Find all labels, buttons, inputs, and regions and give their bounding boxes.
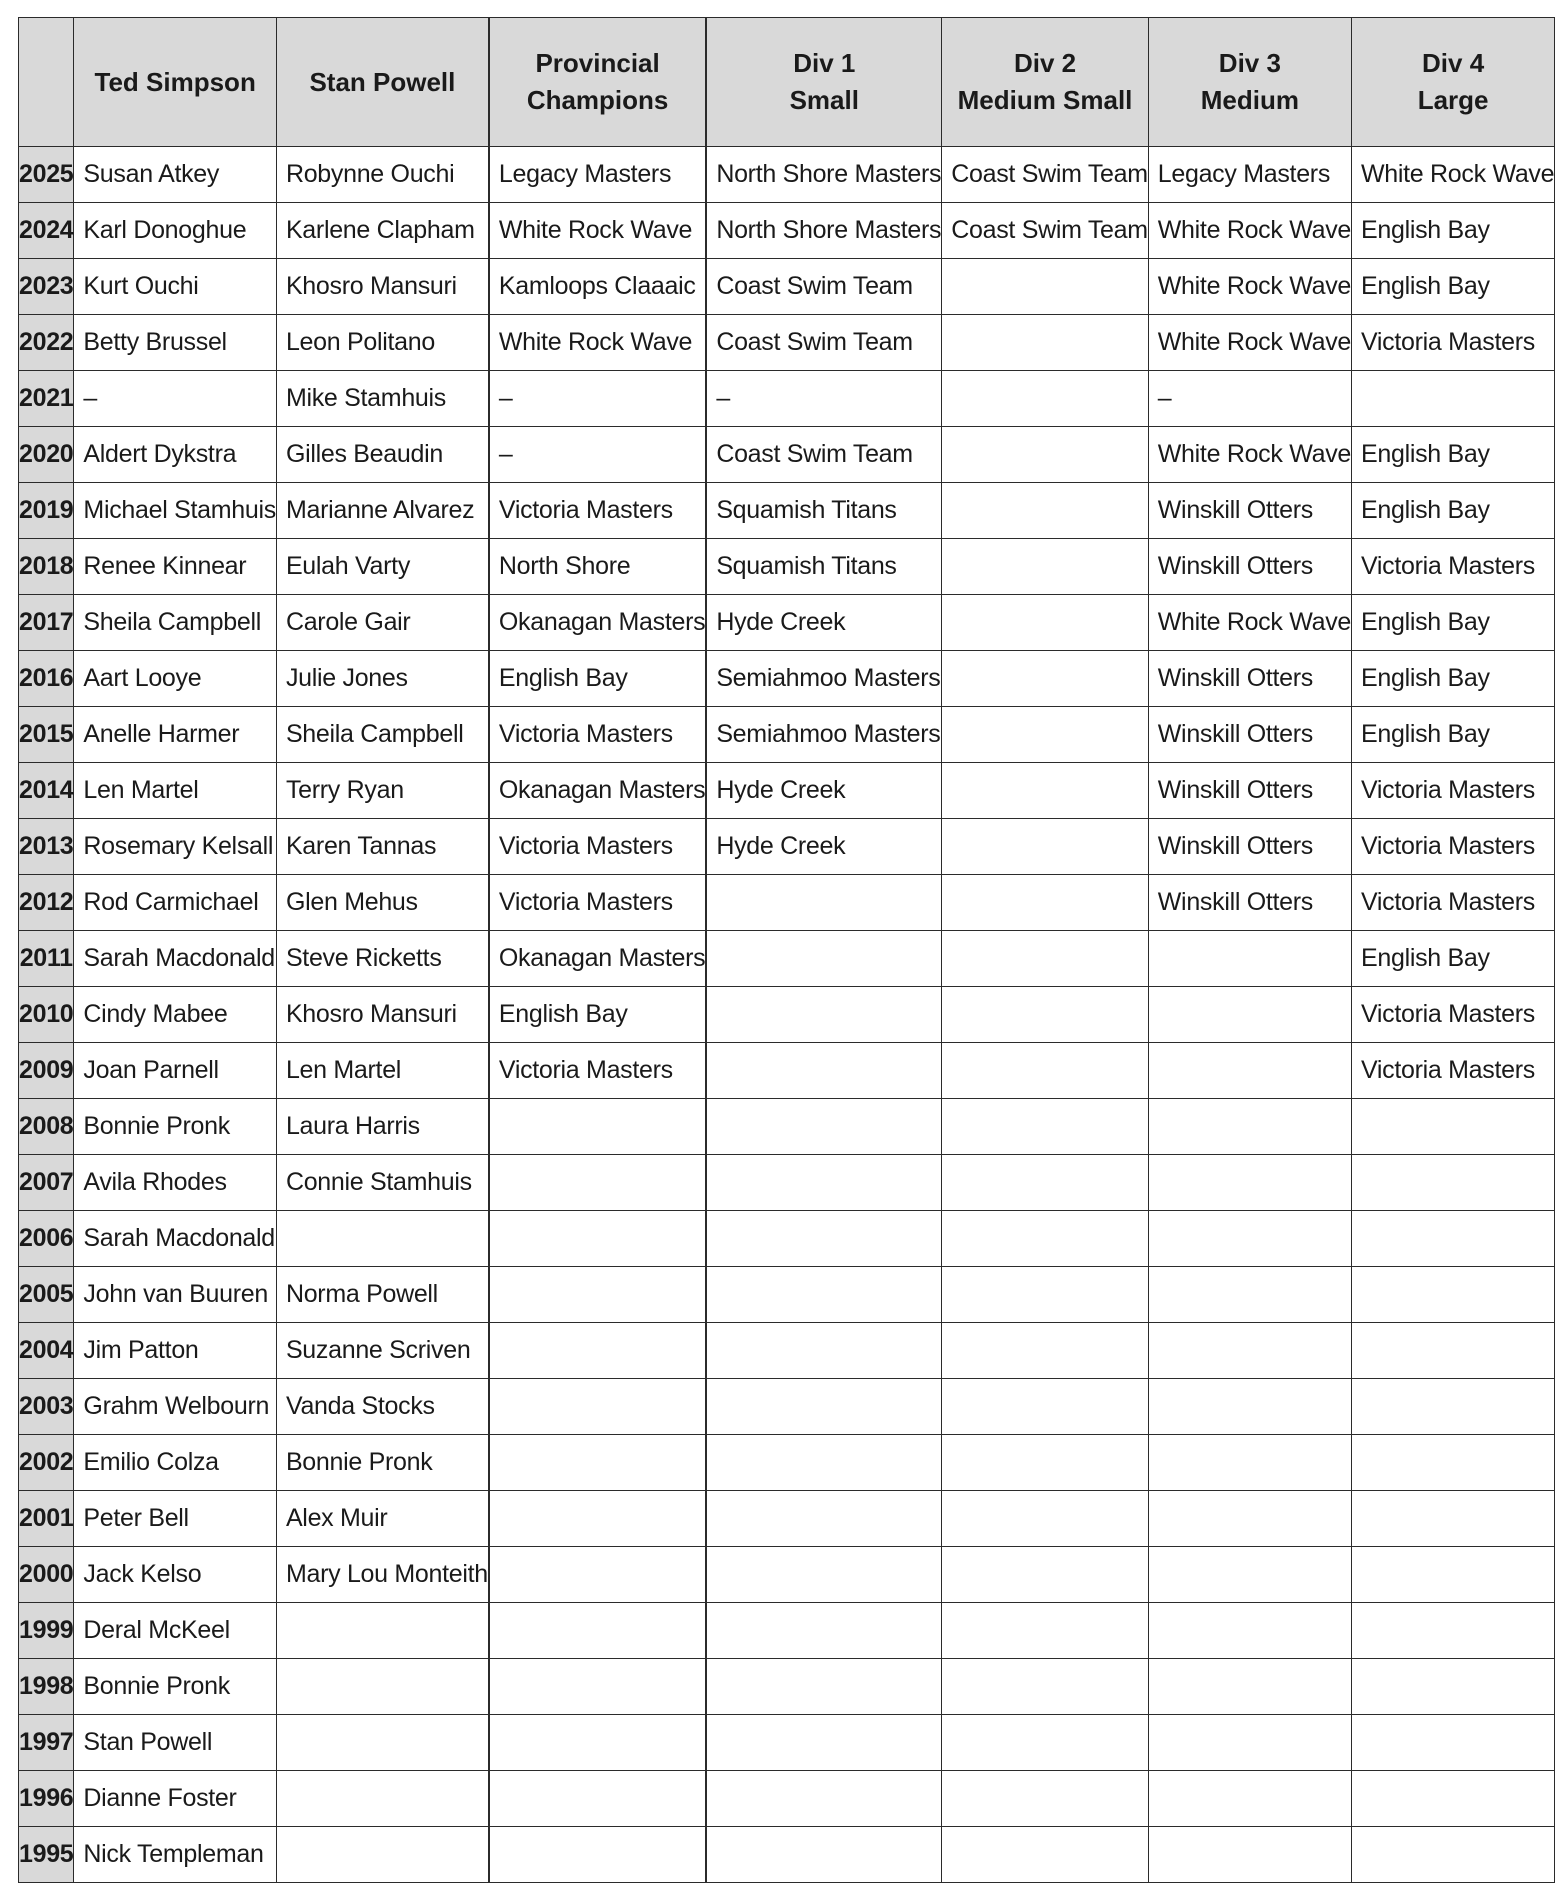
header-div4-large: Div 4 Large <box>1352 18 1555 147</box>
cell-provincial-champions: Victoria Masters <box>489 483 705 539</box>
cell-div1-small <box>707 1603 942 1659</box>
cell-ted-simpson: John van Buuren <box>74 1267 277 1323</box>
cell-ted-simpson: Sheila Campbell <box>74 595 277 651</box>
cell-ted-simpson: Rod Carmichael <box>74 875 277 931</box>
table-row <box>19 315 1555 371</box>
cell-year: 2017 <box>19 595 74 651</box>
cell-div4-large <box>1352 1379 1555 1435</box>
table-row <box>19 595 1555 651</box>
cell-div2-medium-small <box>942 651 1149 707</box>
cell-div4-large: English Bay <box>1352 483 1555 539</box>
cell-ted-simpson: Deral McKeel <box>74 1603 277 1659</box>
header-ted-simpson: Ted Simpson <box>74 18 277 147</box>
cell-div2-medium-small <box>942 483 1149 539</box>
cell-year: 1996 <box>19 1771 74 1827</box>
cell-stan-powell: Mary Lou Monteith <box>276 1547 488 1603</box>
cell-provincial-champions <box>489 1771 705 1827</box>
cell-ted-simpson: Kurt Ouchi <box>74 259 277 315</box>
cell-div1-small: Coast Swim Team <box>707 259 942 315</box>
cell-stan-powell: Laura Harris <box>276 1099 488 1155</box>
cell-div4-large <box>1352 1211 1555 1267</box>
cell-div1-small: Semiahmoo Masters <box>707 707 942 763</box>
cell-stan-powell: Karlene Clapham <box>276 203 488 259</box>
cell-ted-simpson: Michael Stamhuis <box>74 483 277 539</box>
table-row <box>19 987 1555 1043</box>
table-row <box>19 1043 1555 1099</box>
cell-div1-small <box>707 1827 942 1883</box>
table-row <box>19 203 1555 259</box>
cell-provincial-champions <box>489 1659 705 1715</box>
cell-div3-medium: White Rock Wave <box>1148 315 1351 371</box>
cell-div3-medium: Winskill Otters <box>1148 819 1351 875</box>
cell-ted-simpson: Joan Parnell <box>74 1043 277 1099</box>
cell-div3-medium <box>1148 1435 1351 1491</box>
cell-provincial-champions: Kamloops Claaaic <box>489 259 705 315</box>
cell-div2-medium-small <box>942 1323 1149 1379</box>
cell-div4-large <box>1352 1715 1555 1771</box>
cell-provincial-champions: – <box>489 427 705 483</box>
cell-stan-powell: Gilles Beaudin <box>276 427 488 483</box>
cell-ted-simpson: Sarah Macdonald <box>74 931 277 987</box>
table-row <box>19 1715 1555 1771</box>
cell-provincial-champions: English Bay <box>489 987 705 1043</box>
cell-provincial-champions <box>489 1491 705 1547</box>
cell-ted-simpson: Karl Donoghue <box>74 203 277 259</box>
cell-year: 1998 <box>19 1659 74 1715</box>
cell-div1-small <box>707 1323 942 1379</box>
table-row <box>19 1435 1555 1491</box>
table-row <box>19 1827 1555 1883</box>
cell-provincial-champions <box>489 1099 705 1155</box>
cell-div2-medium-small <box>942 371 1149 427</box>
cell-ted-simpson: Aldert Dykstra <box>74 427 277 483</box>
cell-div1-small: Hyde Creek <box>707 819 942 875</box>
cell-ted-simpson: Renee Kinnear <box>74 539 277 595</box>
cell-provincial-champions <box>489 1435 705 1491</box>
cell-div1-small <box>707 1435 942 1491</box>
cell-div1-small <box>707 1771 942 1827</box>
cell-stan-powell: Connie Stamhuis <box>276 1155 488 1211</box>
cell-provincial-champions: Victoria Masters <box>489 875 705 931</box>
cell-ted-simpson: Bonnie Pronk <box>74 1659 277 1715</box>
cell-stan-powell <box>276 1771 488 1827</box>
cell-ted-simpson: Avila Rhodes <box>74 1155 277 1211</box>
cell-stan-powell: Robynne Ouchi <box>276 147 488 203</box>
cell-ted-simpson: Cindy Mabee <box>74 987 277 1043</box>
header-div3-medium: Div 3 Medium <box>1148 18 1351 147</box>
cell-stan-powell: Khosro Mansuri <box>276 259 488 315</box>
cell-div1-small: Semiahmoo Masters <box>707 651 942 707</box>
cell-year: 2023 <box>19 259 74 315</box>
header-stan-powell: Stan Powell <box>276 18 488 147</box>
cell-div4-large: English Bay <box>1352 651 1555 707</box>
cell-year: 2018 <box>19 539 74 595</box>
cell-provincial-champions: North Shore <box>489 539 705 595</box>
cell-ted-simpson: Bonnie Pronk <box>74 1099 277 1155</box>
table-row <box>19 539 1555 595</box>
cell-div2-medium-small <box>942 1715 1149 1771</box>
cell-div2-medium-small <box>942 819 1149 875</box>
cell-year: 2010 <box>19 987 74 1043</box>
cell-div1-small: Hyde Creek <box>707 595 942 651</box>
table-row <box>19 1267 1555 1323</box>
cell-div2-medium-small <box>942 875 1149 931</box>
cell-div2-medium-small <box>942 1827 1149 1883</box>
cell-div2-medium-small <box>942 1379 1149 1435</box>
cell-div2-medium-small <box>942 931 1149 987</box>
cell-div2-medium-small <box>942 539 1149 595</box>
cell-year: 2004 <box>19 1323 74 1379</box>
awards-history-table <box>18 17 1555 1883</box>
cell-div4-large: English Bay <box>1352 931 1555 987</box>
cell-year: 2013 <box>19 819 74 875</box>
cell-year: 2019 <box>19 483 74 539</box>
table-row <box>19 1659 1555 1715</box>
header-div1-small: Div 1 Small <box>707 18 942 147</box>
cell-stan-powell: Vanda Stocks <box>276 1379 488 1435</box>
cell-stan-powell: Julie Jones <box>276 651 488 707</box>
table-row <box>19 1211 1555 1267</box>
table-row <box>19 763 1555 819</box>
cell-div1-small: Squamish Titans <box>707 483 942 539</box>
table-row <box>19 259 1555 315</box>
cell-year: 2003 <box>19 1379 74 1435</box>
cell-ted-simpson: Susan Atkey <box>74 147 277 203</box>
cell-div2-medium-small <box>942 1771 1149 1827</box>
cell-stan-powell: Sheila Campbell <box>276 707 488 763</box>
cell-provincial-champions <box>489 1827 705 1883</box>
cell-year: 2008 <box>19 1099 74 1155</box>
cell-div1-small <box>707 987 942 1043</box>
cell-div2-medium-small <box>942 315 1149 371</box>
cell-div3-medium <box>1148 1547 1351 1603</box>
cell-div3-medium <box>1148 1715 1351 1771</box>
cell-ted-simpson: Emilio Colza <box>74 1435 277 1491</box>
cell-div2-medium-small <box>942 1043 1149 1099</box>
cell-stan-powell: Glen Mehus <box>276 875 488 931</box>
cell-year: 2011 <box>19 931 74 987</box>
cell-provincial-champions: English Bay <box>489 651 705 707</box>
cell-provincial-champions <box>489 1547 705 1603</box>
cell-div3-medium: Winskill Otters <box>1148 875 1351 931</box>
cell-div3-medium <box>1148 931 1351 987</box>
cell-div4-large: Victoria Masters <box>1352 1043 1555 1099</box>
cell-div2-medium-small <box>942 1547 1149 1603</box>
cell-div4-large <box>1352 1827 1555 1883</box>
table-row <box>19 819 1555 875</box>
table-row <box>19 1379 1555 1435</box>
table-row <box>19 875 1555 931</box>
cell-stan-powell: Khosro Mansuri <box>276 987 488 1043</box>
cell-year: 1995 <box>19 1827 74 1883</box>
cell-div3-medium <box>1148 1267 1351 1323</box>
cell-div1-small <box>707 1099 942 1155</box>
cell-div4-large <box>1352 1099 1555 1155</box>
cell-div3-medium <box>1148 987 1351 1043</box>
cell-div3-medium: Winskill Otters <box>1148 539 1351 595</box>
cell-div2-medium-small <box>942 1267 1149 1323</box>
cell-div3-medium <box>1148 1659 1351 1715</box>
cell-div3-medium <box>1148 1491 1351 1547</box>
cell-stan-powell <box>276 1827 488 1883</box>
cell-div4-large: English Bay <box>1352 707 1555 763</box>
cell-year: 1997 <box>19 1715 74 1771</box>
header-year <box>19 18 74 147</box>
cell-stan-powell: Len Martel <box>276 1043 488 1099</box>
cell-div1-small <box>707 1267 942 1323</box>
cell-div1-small: – <box>707 371 942 427</box>
cell-div1-small: Squamish Titans <box>707 539 942 595</box>
cell-div4-large: English Bay <box>1352 259 1555 315</box>
cell-div1-small <box>707 1211 942 1267</box>
cell-div4-large <box>1352 1491 1555 1547</box>
header-div2-medium-small: Div 2 Medium Small <box>942 18 1149 147</box>
cell-div3-medium <box>1148 1043 1351 1099</box>
cell-div3-medium <box>1148 1099 1351 1155</box>
cell-div1-small <box>707 931 942 987</box>
cell-div2-medium-small <box>942 1491 1149 1547</box>
table-row <box>19 707 1555 763</box>
cell-provincial-champions <box>489 1603 705 1659</box>
cell-div2-medium-small: Coast Swim Team <box>942 147 1149 203</box>
cell-div2-medium-small <box>942 1435 1149 1491</box>
cell-provincial-champions: – <box>489 371 705 427</box>
cell-stan-powell <box>276 1211 488 1267</box>
cell-div3-medium <box>1148 1379 1351 1435</box>
cell-div4-large: English Bay <box>1352 427 1555 483</box>
cell-div1-small: North Shore Masters <box>707 147 942 203</box>
cell-div4-large <box>1352 1603 1555 1659</box>
cell-div4-large: Victoria Masters <box>1352 315 1555 371</box>
cell-ted-simpson: Len Martel <box>74 763 277 819</box>
table-row <box>19 483 1555 539</box>
cell-provincial-champions: Okanagan Masters <box>489 763 705 819</box>
cell-ted-simpson: Jim Patton <box>74 1323 277 1379</box>
cell-stan-powell: Steve Ricketts <box>276 931 488 987</box>
cell-provincial-champions <box>489 1323 705 1379</box>
table-row <box>19 427 1555 483</box>
cell-div2-medium-small <box>942 1211 1149 1267</box>
cell-div4-large <box>1352 1435 1555 1491</box>
cell-div4-large: White Rock Wave <box>1352 147 1555 203</box>
cell-div3-medium: White Rock Wave <box>1148 427 1351 483</box>
cell-year: 2015 <box>19 707 74 763</box>
cell-div4-large: Victoria Masters <box>1352 539 1555 595</box>
cell-ted-simpson: – <box>74 371 277 427</box>
cell-div4-large: Victoria Masters <box>1352 987 1555 1043</box>
table-row <box>19 1547 1555 1603</box>
cell-div4-large <box>1352 1547 1555 1603</box>
cell-year: 2025 <box>19 147 74 203</box>
cell-year: 2009 <box>19 1043 74 1099</box>
cell-year: 2024 <box>19 203 74 259</box>
table-row <box>19 1323 1555 1379</box>
cell-year: 2002 <box>19 1435 74 1491</box>
cell-div3-medium: Winskill Otters <box>1148 707 1351 763</box>
cell-div4-large <box>1352 1323 1555 1379</box>
table-body <box>19 147 1555 1883</box>
cell-stan-powell: Mike Stamhuis <box>276 371 488 427</box>
cell-ted-simpson: Peter Bell <box>74 1491 277 1547</box>
cell-year: 2020 <box>19 427 74 483</box>
cell-stan-powell <box>276 1603 488 1659</box>
cell-ted-simpson: Anelle Harmer <box>74 707 277 763</box>
cell-provincial-champions: Victoria Masters <box>489 819 705 875</box>
cell-div3-medium: Winskill Otters <box>1148 483 1351 539</box>
cell-year: 2012 <box>19 875 74 931</box>
table-row <box>19 651 1555 707</box>
cell-div3-medium: White Rock Wave <box>1148 203 1351 259</box>
cell-stan-powell: Alex Muir <box>276 1491 488 1547</box>
cell-div4-large: English Bay <box>1352 595 1555 651</box>
cell-div1-small <box>707 1043 942 1099</box>
cell-year: 1999 <box>19 1603 74 1659</box>
cell-div3-medium <box>1148 1827 1351 1883</box>
table-row <box>19 1771 1555 1827</box>
cell-provincial-champions <box>489 1211 705 1267</box>
cell-ted-simpson: Betty Brussel <box>74 315 277 371</box>
cell-provincial-champions: Okanagan Masters <box>489 931 705 987</box>
cell-div3-medium <box>1148 1155 1351 1211</box>
cell-provincial-champions <box>489 1155 705 1211</box>
cell-div2-medium-small <box>942 763 1149 819</box>
table-row <box>19 931 1555 987</box>
cell-div1-small: Coast Swim Team <box>707 315 942 371</box>
cell-provincial-champions: Victoria Masters <box>489 1043 705 1099</box>
cell-ted-simpson: Jack Kelso <box>74 1547 277 1603</box>
cell-year: 2005 <box>19 1267 74 1323</box>
cell-provincial-champions <box>489 1267 705 1323</box>
cell-provincial-champions: Legacy Masters <box>489 147 705 203</box>
header-row <box>19 18 1555 147</box>
cell-stan-powell: Terry Ryan <box>276 763 488 819</box>
cell-div2-medium-small <box>942 1659 1149 1715</box>
cell-year: 2007 <box>19 1155 74 1211</box>
cell-year: 2006 <box>19 1211 74 1267</box>
cell-div4-large: Victoria Masters <box>1352 763 1555 819</box>
cell-year: 2022 <box>19 315 74 371</box>
cell-stan-powell: Marianne Alvarez <box>276 483 488 539</box>
cell-year: 2016 <box>19 651 74 707</box>
cell-div3-medium <box>1148 1603 1351 1659</box>
cell-div4-large <box>1352 1771 1555 1827</box>
cell-div3-medium <box>1148 1771 1351 1827</box>
cell-stan-powell <box>276 1715 488 1771</box>
cell-provincial-champions <box>489 1379 705 1435</box>
cell-div2-medium-small <box>942 427 1149 483</box>
cell-div1-small <box>707 1715 942 1771</box>
cell-div1-small <box>707 1547 942 1603</box>
cell-div1-small: Hyde Creek <box>707 763 942 819</box>
cell-stan-powell <box>276 1659 488 1715</box>
cell-div4-large: English Bay <box>1352 203 1555 259</box>
cell-div4-large: Victoria Masters <box>1352 819 1555 875</box>
awards-table-container <box>18 17 1555 1883</box>
cell-ted-simpson: Rosemary Kelsall <box>74 819 277 875</box>
cell-div3-medium: Legacy Masters <box>1148 147 1351 203</box>
cell-ted-simpson: Nick Templeman <box>74 1827 277 1883</box>
cell-div3-medium: – <box>1148 371 1351 427</box>
table-row <box>19 371 1555 427</box>
table-row <box>19 1099 1555 1155</box>
cell-div1-small <box>707 1155 942 1211</box>
cell-div2-medium-small <box>942 595 1149 651</box>
cell-div1-small <box>707 1491 942 1547</box>
cell-div4-large <box>1352 371 1555 427</box>
cell-div2-medium-small <box>942 707 1149 763</box>
cell-div2-medium-small: Coast Swim Team <box>942 203 1149 259</box>
cell-div3-medium: Winskill Otters <box>1148 651 1351 707</box>
cell-div2-medium-small <box>942 259 1149 315</box>
cell-div4-large <box>1352 1659 1555 1715</box>
cell-div4-large <box>1352 1267 1555 1323</box>
cell-div3-medium: White Rock Wave <box>1148 259 1351 315</box>
cell-stan-powell: Leon Politano <box>276 315 488 371</box>
cell-provincial-champions: Okanagan Masters <box>489 595 705 651</box>
cell-ted-simpson: Sarah Macdonald <box>74 1211 277 1267</box>
cell-div1-small <box>707 875 942 931</box>
table-row <box>19 1603 1555 1659</box>
table-row <box>19 1491 1555 1547</box>
cell-ted-simpson: Grahm Welbourn <box>74 1379 277 1435</box>
cell-div2-medium-small <box>942 1155 1149 1211</box>
cell-div1-small <box>707 1659 942 1715</box>
cell-div4-large <box>1352 1155 1555 1211</box>
table-row <box>19 147 1555 203</box>
cell-div2-medium-small <box>942 987 1149 1043</box>
cell-ted-simpson: Aart Looye <box>74 651 277 707</box>
cell-year: 2021 <box>19 371 74 427</box>
cell-div1-small: Coast Swim Team <box>707 427 942 483</box>
cell-stan-powell: Norma Powell <box>276 1267 488 1323</box>
cell-stan-powell: Eulah Varty <box>276 539 488 595</box>
cell-ted-simpson: Stan Powell <box>74 1715 277 1771</box>
cell-div4-large: Victoria Masters <box>1352 875 1555 931</box>
cell-div1-small: North Shore Masters <box>707 203 942 259</box>
table-row <box>19 1155 1555 1211</box>
cell-provincial-champions: White Rock Wave <box>489 315 705 371</box>
cell-div3-medium: White Rock Wave <box>1148 595 1351 651</box>
cell-div2-medium-small <box>942 1603 1149 1659</box>
cell-provincial-champions: White Rock Wave <box>489 203 705 259</box>
cell-stan-powell: Bonnie Pronk <box>276 1435 488 1491</box>
cell-stan-powell: Suzanne Scriven <box>276 1323 488 1379</box>
cell-div2-medium-small <box>942 1099 1149 1155</box>
cell-stan-powell: Carole Gair <box>276 595 488 651</box>
cell-provincial-champions <box>489 1715 705 1771</box>
cell-ted-simpson: Dianne Foster <box>74 1771 277 1827</box>
cell-div3-medium <box>1148 1211 1351 1267</box>
cell-year: 2000 <box>19 1547 74 1603</box>
cell-div3-medium <box>1148 1323 1351 1379</box>
cell-year: 2001 <box>19 1491 74 1547</box>
cell-provincial-champions: Victoria Masters <box>489 707 705 763</box>
cell-div1-small <box>707 1379 942 1435</box>
header-provincial-champions: Provincial Champions <box>489 18 705 147</box>
cell-div3-medium: Winskill Otters <box>1148 763 1351 819</box>
cell-year: 2014 <box>19 763 74 819</box>
cell-stan-powell: Karen Tannas <box>276 819 488 875</box>
